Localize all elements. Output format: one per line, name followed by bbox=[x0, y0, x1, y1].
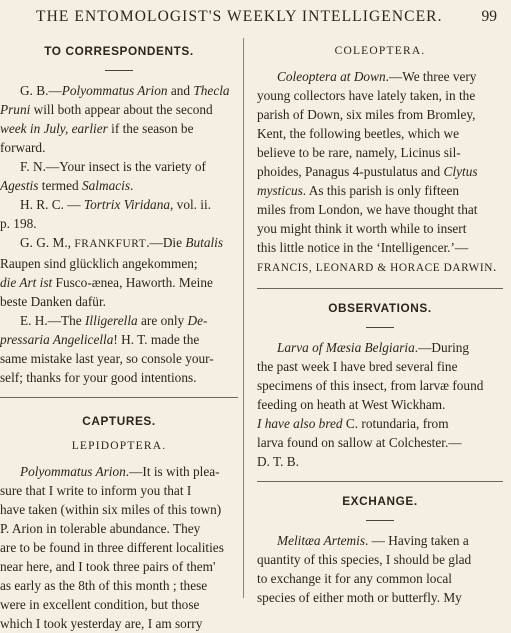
text-run: , Haworth. Meine bbox=[119, 275, 213, 290]
text-run: self; thanks for your good intentions. bbox=[0, 370, 197, 385]
text-run: Tortrix Viridana bbox=[83, 197, 171, 212]
text-run: ! H. T. made the bbox=[113, 332, 200, 347]
text-run: Clytus bbox=[443, 164, 478, 179]
text-run: and bbox=[417, 164, 444, 179]
text-run: beste Danken dafür. bbox=[0, 294, 106, 309]
text-run: to exchange it for any common local bbox=[257, 571, 452, 586]
text-run: mysticus bbox=[257, 183, 303, 198]
text-run: , vol. ii. bbox=[170, 197, 212, 212]
text-run: FRANCIS, LEONARD & HORACE DARWIN bbox=[257, 262, 494, 274]
text-run: the past week I have bred several fine bbox=[257, 359, 458, 374]
text-run: pressaria Angelicella bbox=[0, 332, 114, 347]
text-run: have taken (within six miles of this town) bbox=[0, 502, 222, 517]
text-run: G. G. M., bbox=[20, 235, 75, 250]
text-run: Thecla bbox=[193, 83, 230, 98]
text-run: De- bbox=[187, 313, 208, 328]
text-run: F. N.—Your insect is the variety of bbox=[20, 159, 206, 174]
captures-heading: CAPTURES. bbox=[82, 414, 156, 428]
text-run: G. B.— bbox=[20, 83, 62, 98]
text-run: this little notice in the ‘Intelligencer.’— bbox=[257, 240, 469, 255]
text-run: . — Having taken a bbox=[365, 533, 469, 548]
text-run: Kent, the following beetles, which we bbox=[257, 126, 459, 141]
correspondents-heading: TO CORRESPONDENTS. bbox=[44, 44, 194, 58]
text-run: young collectors have lately taken, in the bbox=[257, 88, 476, 103]
correspondent-note bbox=[0, 157, 238, 195]
text-run: the season be bbox=[119, 121, 194, 136]
text-run: sure that I write to inform you that I bbox=[0, 483, 192, 498]
text-run: were in excellent condition, but those bbox=[0, 597, 200, 612]
lepidoptera-subheading: LEPIDOPTERA. bbox=[71, 440, 167, 452]
text-run: E. H.—The bbox=[20, 313, 85, 328]
text-run: will both appear about the second bbox=[30, 102, 213, 117]
text-run: Licinus sil- bbox=[400, 145, 461, 160]
correspondent-note bbox=[0, 81, 238, 157]
text-run: believe to be rare, namely, bbox=[257, 145, 401, 160]
text-run: . bbox=[493, 259, 497, 274]
column-divider bbox=[243, 38, 244, 598]
text-run: if bbox=[111, 121, 120, 136]
text-run: , from bbox=[416, 416, 449, 431]
short-rule bbox=[366, 520, 394, 521]
observations-text bbox=[257, 338, 503, 471]
text-run: you might think it worth while to insert bbox=[257, 221, 467, 236]
text-run: .—Die bbox=[146, 235, 186, 250]
page-number: 99 bbox=[481, 8, 497, 25]
text-run: termed bbox=[38, 178, 82, 193]
text-run: .—It is with plea- bbox=[125, 464, 220, 479]
correspondent-note bbox=[0, 233, 238, 311]
text-run: .—We three very bbox=[385, 69, 477, 84]
page-header bbox=[0, 0, 511, 34]
text-run: FRANKFURT bbox=[74, 238, 147, 250]
exchange-heading: EXCHANGE. bbox=[342, 494, 418, 508]
text-run: Coleoptera at Down bbox=[277, 69, 386, 84]
right-column bbox=[257, 42, 503, 607]
text-run: near here, and I took three pairs of them' bbox=[0, 559, 216, 574]
text-run: I have also bred bbox=[257, 416, 346, 431]
observations-heading: OBSERVATIONS. bbox=[328, 301, 432, 315]
text-run: and bbox=[167, 83, 194, 98]
text-run: are to be found in three different localities bbox=[0, 540, 224, 555]
text-run: .—During bbox=[414, 340, 470, 355]
text-run: quantity of this species, I should be glad bbox=[257, 552, 472, 567]
text-run: larva found on sallow at Colchester.— bbox=[257, 435, 462, 450]
text-run: as early as the 8th of this month ; these bbox=[0, 578, 208, 593]
text-run: phoides, Panagus 4-pustulatus bbox=[257, 164, 418, 179]
text-run: C. rotundaria bbox=[345, 416, 417, 431]
text-run: species of either moth or butterfly. My bbox=[257, 590, 462, 605]
text-run: Melitæa Artemis bbox=[277, 533, 366, 548]
exchange-text bbox=[257, 531, 503, 607]
text-run: miles from London, we have thought that bbox=[257, 202, 478, 217]
correspondent-note bbox=[0, 311, 238, 387]
text-run: Salmacis bbox=[82, 178, 131, 193]
text-run: Raupen sind glücklich angekommen; bbox=[0, 256, 198, 271]
running-head: THE ENTOMOLOGIST'S WEEKLY INTELLIGENCER. bbox=[36, 8, 443, 25]
captures-text bbox=[0, 462, 238, 633]
text-run: Pruni bbox=[0, 102, 31, 117]
left-column bbox=[0, 42, 238, 633]
text-run: H. R. C. — bbox=[20, 197, 84, 212]
text-run: Butalis bbox=[185, 235, 224, 250]
text-run: D. T. B. bbox=[257, 454, 299, 469]
text-run: Fusco-ænea bbox=[55, 275, 120, 290]
text-run: in tolerable abundance. They bbox=[42, 521, 201, 536]
short-rule bbox=[366, 327, 394, 328]
text-run: Polyommatus Arion bbox=[61, 83, 168, 98]
coleoptera-subheading: COLEOPTERA. bbox=[334, 45, 426, 57]
text-run: which I took yesterday are, I am sorry bbox=[0, 616, 203, 631]
text-run: parish of Down, six miles from Bromley, bbox=[257, 107, 476, 122]
text-run: Agestis bbox=[0, 178, 39, 193]
correspondent-note bbox=[0, 195, 238, 233]
text-run: Larva of Mæsia Belgiaria bbox=[277, 340, 415, 355]
text-run: p. 198. bbox=[0, 216, 37, 231]
text-run: same mistake last year, so console your- bbox=[0, 351, 214, 366]
text-run: Polyommatus Arion bbox=[20, 464, 126, 479]
coleoptera-text bbox=[257, 67, 503, 278]
text-run: specimens of this insect, from larvæ found bbox=[257, 378, 484, 393]
text-run: . As this parish is only fifteen bbox=[302, 183, 460, 198]
text-run: Illigerella bbox=[85, 313, 138, 328]
text-run: feeding on heath at West Wickham. bbox=[257, 397, 446, 412]
text-run: die Art ist bbox=[0, 275, 56, 290]
text-run: P. Arion bbox=[0, 521, 43, 536]
text-run: forward. bbox=[0, 140, 46, 155]
text-run: . bbox=[130, 178, 134, 193]
short-rule bbox=[105, 70, 133, 71]
text-run: week in July, earlier bbox=[0, 121, 112, 136]
text-run: are only bbox=[137, 313, 188, 328]
